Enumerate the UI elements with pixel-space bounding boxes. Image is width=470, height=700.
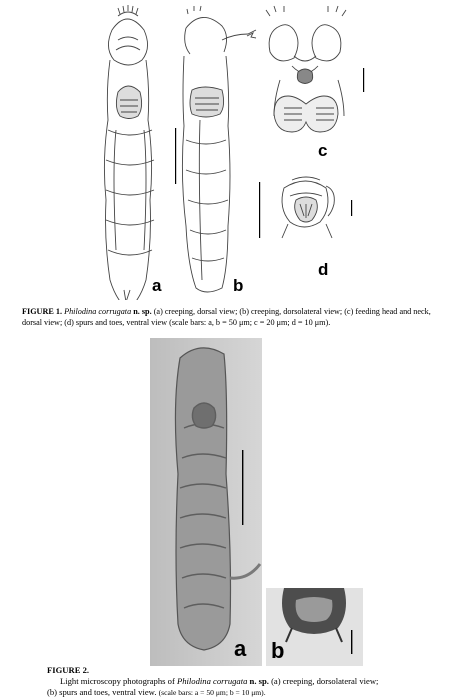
scale-bar-c bbox=[363, 68, 364, 92]
photo-label-b: b bbox=[271, 638, 285, 663]
figure2-caption-line2 bbox=[47, 687, 457, 698]
figure2-line2b: ventral view. bbox=[112, 687, 157, 697]
figure1-caption bbox=[22, 307, 452, 328]
photo-label-a: a bbox=[234, 636, 247, 661]
drawing-b-body bbox=[182, 6, 256, 295]
figure2-line2: (b) spurs and toes, bbox=[47, 687, 111, 697]
panel-label-a: a bbox=[152, 276, 162, 295]
scale-bar-b bbox=[259, 182, 260, 238]
figure2-label: FIGURE 2. bbox=[47, 665, 90, 675]
drawing-d-toes bbox=[282, 177, 334, 238]
drawing-a-body bbox=[104, 5, 154, 300]
scale-bar-photo-b bbox=[351, 630, 352, 654]
drawing-c-head bbox=[266, 6, 346, 132]
figure2-line2c: (scale bars: a = 50 μm; b = 10 μm). bbox=[158, 688, 266, 697]
figure2-nsp: n. sp. bbox=[249, 676, 269, 686]
figure2-line1-post: (a) creeping, dorsolateral view; bbox=[271, 676, 379, 686]
figure1-caption-text: (a) creeping, dorsal view; (b) creeping, dorsolateral view; (c) feeding head and neck, dorsal view; (d) spurs and toes, ventral view (scale bars: a, b = 50 μm; c = 20 μm; d = 10 μm). bbox=[22, 307, 431, 327]
panel-label-b: b bbox=[233, 276, 244, 295]
figure1-species: Philodina corrugata bbox=[64, 307, 132, 316]
figure1-label: FIGURE 1. bbox=[22, 307, 63, 316]
figure1-nsp: n. sp. bbox=[133, 307, 152, 316]
scale-bar-a bbox=[175, 128, 176, 184]
figure2-caption-label-line bbox=[47, 665, 457, 676]
scale-bar-d bbox=[351, 200, 352, 216]
photo-b bbox=[266, 588, 363, 666]
photo-a-specimen bbox=[150, 338, 262, 666]
scale-bar-photo-a bbox=[242, 450, 243, 525]
figure1-drawings bbox=[0, 0, 470, 300]
panel-label-c: c bbox=[318, 141, 328, 160]
photo-a bbox=[150, 338, 262, 666]
figure2-caption-line1 bbox=[60, 676, 470, 687]
panel-label-d: d bbox=[318, 260, 329, 279]
figure2-species: Philodina corrugata bbox=[176, 676, 248, 686]
figure2-line1-pre: Light microscopy photographs of bbox=[60, 676, 175, 686]
